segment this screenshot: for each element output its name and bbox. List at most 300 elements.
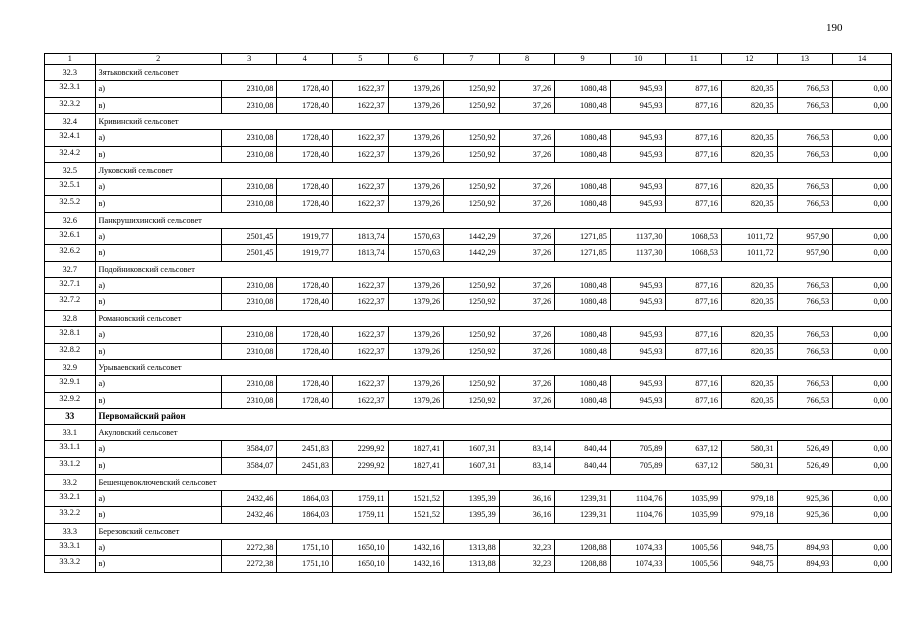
council-name: Березовский сельсовет [95, 523, 891, 539]
value-cell: 877,16 [666, 343, 722, 360]
row-code: 32.7.1 [45, 277, 96, 294]
value-cell: 1074,33 [610, 556, 666, 573]
district-name: Первомайский район [95, 409, 891, 425]
row-code: 33.2.2 [45, 507, 96, 524]
value-cell: 1919,77 [277, 245, 333, 262]
council-row [45, 261, 892, 277]
value-cell: 1379,26 [388, 343, 444, 360]
row-code: 33.1 [45, 425, 96, 441]
column-number: 14 [833, 54, 892, 65]
value-cell: 1313,88 [444, 556, 500, 573]
row-code: 32.6.1 [45, 228, 96, 245]
value-cell: 957,90 [777, 245, 833, 262]
row-label: а) [95, 490, 221, 507]
value-cell: 766,53 [777, 81, 833, 98]
value-cell: 820,35 [722, 81, 778, 98]
row-code: 33 [45, 409, 96, 425]
value-cell: 1379,26 [388, 179, 444, 196]
value-cell: 1239,31 [555, 507, 611, 524]
value-cell: 0,00 [833, 441, 892, 458]
value-cell: 1379,26 [388, 277, 444, 294]
value-cell: 1068,53 [666, 228, 722, 245]
value-cell: 1622,37 [333, 179, 389, 196]
value-cell: 2310,08 [221, 195, 277, 212]
table-row [45, 539, 892, 556]
table-row [45, 556, 892, 573]
column-number: 5 [333, 54, 389, 65]
value-cell: 840,44 [555, 457, 611, 474]
value-cell: 1080,48 [555, 179, 611, 196]
value-cell: 1827,41 [388, 441, 444, 458]
value-cell: 1759,11 [333, 490, 389, 507]
value-cell: 1728,40 [277, 376, 333, 393]
value-cell: 820,35 [722, 343, 778, 360]
row-label: в) [95, 97, 221, 114]
value-cell: 2501,45 [221, 228, 277, 245]
column-number: 4 [277, 54, 333, 65]
value-cell: 1759,11 [333, 507, 389, 524]
value-cell: 1728,40 [277, 97, 333, 114]
table-row [45, 490, 892, 507]
value-cell: 1751,10 [277, 556, 333, 573]
row-code: 32.6.2 [45, 245, 96, 262]
value-cell: 1271,85 [555, 228, 611, 245]
value-cell: 1068,53 [666, 245, 722, 262]
value-cell: 1239,31 [555, 490, 611, 507]
value-cell: 2299,92 [333, 441, 389, 458]
row-code: 32.5.2 [45, 195, 96, 212]
value-cell: 1250,92 [444, 97, 500, 114]
row-code: 32.9 [45, 360, 96, 376]
row-label: в) [95, 556, 221, 573]
value-cell: 1379,26 [388, 326, 444, 343]
value-cell: 820,35 [722, 326, 778, 343]
value-cell: 1395,39 [444, 490, 500, 507]
value-cell: 766,53 [777, 343, 833, 360]
column-number: 13 [777, 54, 833, 65]
value-cell: 1395,39 [444, 507, 500, 524]
value-cell: 766,53 [777, 146, 833, 163]
value-cell: 1035,99 [666, 507, 722, 524]
value-cell: 1622,37 [333, 294, 389, 311]
value-cell: 1208,88 [555, 556, 611, 573]
value-cell: 1728,40 [277, 326, 333, 343]
row-code: 33.3.2 [45, 556, 96, 573]
table-row [45, 376, 892, 393]
council-row [45, 474, 892, 490]
value-cell: 1208,88 [555, 539, 611, 556]
value-cell: 1919,77 [277, 228, 333, 245]
value-cell: 2310,08 [221, 130, 277, 147]
council-row [45, 360, 892, 376]
row-label: а) [95, 376, 221, 393]
table-row [45, 146, 892, 163]
value-cell: 945,93 [610, 195, 666, 212]
value-cell: 945,93 [610, 326, 666, 343]
value-cell: 1250,92 [444, 294, 500, 311]
value-cell: 945,93 [610, 392, 666, 409]
table-row [45, 195, 892, 212]
table-row [45, 245, 892, 262]
value-cell: 2432,46 [221, 507, 277, 524]
value-cell: 637,12 [666, 441, 722, 458]
value-cell: 894,93 [777, 539, 833, 556]
value-cell: 1080,48 [555, 392, 611, 409]
value-cell: 2272,38 [221, 556, 277, 573]
value-cell: 2310,08 [221, 277, 277, 294]
column-number: 7 [444, 54, 500, 65]
value-cell: 3584,07 [221, 457, 277, 474]
value-cell: 820,35 [722, 146, 778, 163]
row-code: 32.3.2 [45, 97, 96, 114]
value-cell: 2451,83 [277, 441, 333, 458]
table-row [45, 97, 892, 114]
value-cell: 37,26 [499, 130, 555, 147]
value-cell: 1521,52 [388, 490, 444, 507]
value-cell: 877,16 [666, 179, 722, 196]
value-cell: 2432,46 [221, 490, 277, 507]
value-cell: 2310,08 [221, 97, 277, 114]
value-cell: 1864,03 [277, 490, 333, 507]
value-cell: 948,75 [722, 539, 778, 556]
value-cell: 1011,72 [722, 245, 778, 262]
value-cell: 0,00 [833, 343, 892, 360]
value-cell: 1728,40 [277, 343, 333, 360]
tariff-table [44, 53, 892, 573]
value-cell: 0,00 [833, 539, 892, 556]
row-label: в) [95, 146, 221, 163]
value-cell: 32,23 [499, 539, 555, 556]
row-code: 32.4.2 [45, 146, 96, 163]
value-cell: 1379,26 [388, 97, 444, 114]
value-cell: 526,49 [777, 441, 833, 458]
value-cell: 1080,48 [555, 294, 611, 311]
value-cell: 32,23 [499, 556, 555, 573]
value-cell: 820,35 [722, 179, 778, 196]
value-cell: 1080,48 [555, 195, 611, 212]
value-cell: 945,93 [610, 294, 666, 311]
value-cell: 2310,08 [221, 326, 277, 343]
value-cell: 37,26 [499, 228, 555, 245]
value-cell: 0,00 [833, 179, 892, 196]
value-cell: 2310,08 [221, 376, 277, 393]
value-cell: 766,53 [777, 294, 833, 311]
value-cell: 766,53 [777, 130, 833, 147]
value-cell: 1250,92 [444, 326, 500, 343]
value-cell: 945,93 [610, 277, 666, 294]
value-cell: 945,93 [610, 376, 666, 393]
row-code: 32.3.1 [45, 81, 96, 98]
row-code: 32.4.1 [45, 130, 96, 147]
council-name: Урываевский сельсовет [95, 360, 891, 376]
table-row [45, 277, 892, 294]
value-cell: 820,35 [722, 195, 778, 212]
value-cell: 877,16 [666, 130, 722, 147]
table-row [45, 179, 892, 196]
value-cell: 0,00 [833, 228, 892, 245]
table-row [45, 81, 892, 98]
value-cell: 945,93 [610, 146, 666, 163]
row-code: 32.4 [45, 114, 96, 130]
value-cell: 1271,85 [555, 245, 611, 262]
value-cell: 1080,48 [555, 343, 611, 360]
value-cell: 766,53 [777, 376, 833, 393]
value-cell: 36,16 [499, 507, 555, 524]
value-cell: 945,93 [610, 97, 666, 114]
value-cell: 1728,40 [277, 81, 333, 98]
column-number: 1 [45, 54, 96, 65]
value-cell: 1035,99 [666, 490, 722, 507]
value-cell: 925,36 [777, 490, 833, 507]
table-row [45, 343, 892, 360]
value-cell: 877,16 [666, 392, 722, 409]
value-cell: 877,16 [666, 97, 722, 114]
value-cell: 1728,40 [277, 146, 333, 163]
row-label: в) [95, 294, 221, 311]
value-cell: 1250,92 [444, 81, 500, 98]
value-cell: 1250,92 [444, 130, 500, 147]
value-cell: 1650,10 [333, 556, 389, 573]
value-cell: 1104,76 [610, 490, 666, 507]
value-cell: 2310,08 [221, 81, 277, 98]
value-cell: 945,93 [610, 130, 666, 147]
value-cell: 1137,30 [610, 245, 666, 262]
value-cell: 1622,37 [333, 97, 389, 114]
council-row [45, 65, 892, 81]
column-number: 2 [95, 54, 221, 65]
column-number: 12 [722, 54, 778, 65]
row-label: в) [95, 507, 221, 524]
value-cell: 0,00 [833, 556, 892, 573]
council-row [45, 310, 892, 326]
value-cell: 0,00 [833, 146, 892, 163]
table-row [45, 130, 892, 147]
row-code: 32.8.2 [45, 343, 96, 360]
value-cell: 840,44 [555, 441, 611, 458]
value-cell: 0,00 [833, 376, 892, 393]
value-cell: 877,16 [666, 146, 722, 163]
value-cell: 1650,10 [333, 539, 389, 556]
page-number: 190 [826, 22, 843, 34]
value-cell: 1250,92 [444, 179, 500, 196]
value-cell: 2451,83 [277, 457, 333, 474]
column-number: 9 [555, 54, 611, 65]
value-cell: 766,53 [777, 195, 833, 212]
value-cell: 766,53 [777, 277, 833, 294]
value-cell: 1622,37 [333, 130, 389, 147]
value-cell: 1250,92 [444, 392, 500, 409]
value-cell: 2310,08 [221, 343, 277, 360]
value-cell: 1864,03 [277, 507, 333, 524]
value-cell: 0,00 [833, 195, 892, 212]
council-name: Романовский сельсовет [95, 310, 891, 326]
value-cell: 925,36 [777, 507, 833, 524]
value-cell: 0,00 [833, 130, 892, 147]
column-number: 6 [388, 54, 444, 65]
value-cell: 2501,45 [221, 245, 277, 262]
value-cell: 1728,40 [277, 294, 333, 311]
value-cell: 1622,37 [333, 376, 389, 393]
value-cell: 526,49 [777, 457, 833, 474]
value-cell: 36,16 [499, 490, 555, 507]
value-cell: 37,26 [499, 195, 555, 212]
column-number: 11 [666, 54, 722, 65]
council-name: Панкрушихинский сельсовет [95, 212, 891, 228]
row-label: в) [95, 245, 221, 262]
value-cell: 1005,56 [666, 556, 722, 573]
value-cell: 1011,72 [722, 228, 778, 245]
column-number: 8 [499, 54, 555, 65]
value-cell: 820,35 [722, 277, 778, 294]
value-cell: 1607,31 [444, 441, 500, 458]
value-cell: 766,53 [777, 326, 833, 343]
council-name: Зятьковский сельсовет [95, 65, 891, 81]
row-label: а) [95, 81, 221, 98]
value-cell: 1313,88 [444, 539, 500, 556]
value-cell: 1250,92 [444, 277, 500, 294]
council-row [45, 425, 892, 441]
value-cell: 766,53 [777, 97, 833, 114]
value-cell: 1074,33 [610, 539, 666, 556]
value-cell: 945,93 [610, 343, 666, 360]
row-code: 33.2.1 [45, 490, 96, 507]
table-row [45, 441, 892, 458]
row-code: 33.3.1 [45, 539, 96, 556]
district-row [45, 409, 892, 425]
value-cell: 83,14 [499, 457, 555, 474]
row-label: а) [95, 326, 221, 343]
value-cell: 1250,92 [444, 343, 500, 360]
table-row [45, 457, 892, 474]
value-cell: 945,93 [610, 81, 666, 98]
value-cell: 705,89 [610, 457, 666, 474]
value-cell: 1379,26 [388, 81, 444, 98]
value-cell: 1751,10 [277, 539, 333, 556]
value-cell: 1442,29 [444, 245, 500, 262]
value-cell: 1622,37 [333, 343, 389, 360]
value-cell: 2310,08 [221, 179, 277, 196]
value-cell: 1005,56 [666, 539, 722, 556]
value-cell: 0,00 [833, 245, 892, 262]
value-cell: 1570,63 [388, 245, 444, 262]
council-name: Луковский сельсовет [95, 163, 891, 179]
value-cell: 580,31 [722, 457, 778, 474]
value-cell: 1379,26 [388, 146, 444, 163]
value-cell: 37,26 [499, 179, 555, 196]
row-code: 32.3 [45, 65, 96, 81]
row-label: а) [95, 228, 221, 245]
table-row [45, 294, 892, 311]
value-cell: 37,26 [499, 392, 555, 409]
value-cell: 979,18 [722, 490, 778, 507]
value-cell: 0,00 [833, 507, 892, 524]
value-cell: 37,26 [499, 245, 555, 262]
row-label: а) [95, 441, 221, 458]
value-cell: 637,12 [666, 457, 722, 474]
row-code: 32.8 [45, 310, 96, 326]
value-cell: 37,26 [499, 376, 555, 393]
value-cell: 820,35 [722, 392, 778, 409]
value-cell: 877,16 [666, 195, 722, 212]
value-cell: 2272,38 [221, 539, 277, 556]
value-cell: 877,16 [666, 376, 722, 393]
row-code: 32.9.1 [45, 376, 96, 393]
row-code: 33.2 [45, 474, 96, 490]
row-label: а) [95, 539, 221, 556]
row-code: 33.1.1 [45, 441, 96, 458]
value-cell: 3584,07 [221, 441, 277, 458]
column-number-row [45, 54, 892, 65]
value-cell: 1521,52 [388, 507, 444, 524]
value-cell: 945,93 [610, 179, 666, 196]
council-name: Подойниковский сельсовет [95, 261, 891, 277]
value-cell: 948,75 [722, 556, 778, 573]
value-cell: 820,35 [722, 294, 778, 311]
column-number: 10 [610, 54, 666, 65]
council-name: Бешенцевоключевский сельсовет [95, 474, 891, 490]
row-code: 32.8.1 [45, 326, 96, 343]
row-code: 33.3 [45, 523, 96, 539]
value-cell: 1728,40 [277, 392, 333, 409]
row-label: а) [95, 277, 221, 294]
value-cell: 1250,92 [444, 146, 500, 163]
value-cell: 877,16 [666, 326, 722, 343]
value-cell: 37,26 [499, 277, 555, 294]
value-cell: 37,26 [499, 146, 555, 163]
value-cell: 1080,48 [555, 146, 611, 163]
table-row [45, 507, 892, 524]
row-label: а) [95, 130, 221, 147]
council-row [45, 212, 892, 228]
value-cell: 1379,26 [388, 130, 444, 147]
council-name: Акуловский сельсовет [95, 425, 891, 441]
value-cell: 1622,37 [333, 277, 389, 294]
value-cell: 1080,48 [555, 326, 611, 343]
value-cell: 820,35 [722, 97, 778, 114]
table-row [45, 228, 892, 245]
row-label: в) [95, 343, 221, 360]
value-cell: 877,16 [666, 81, 722, 98]
value-cell: 1728,40 [277, 130, 333, 147]
value-cell: 766,53 [777, 392, 833, 409]
value-cell: 894,93 [777, 556, 833, 573]
value-cell: 37,26 [499, 81, 555, 98]
table-row [45, 392, 892, 409]
value-cell: 2310,08 [221, 146, 277, 163]
value-cell: 1728,40 [277, 277, 333, 294]
value-cell: 0,00 [833, 490, 892, 507]
council-row [45, 114, 892, 130]
value-cell: 1570,63 [388, 228, 444, 245]
value-cell: 1379,26 [388, 195, 444, 212]
value-cell: 1379,26 [388, 376, 444, 393]
value-cell: 1622,37 [333, 392, 389, 409]
value-cell: 1080,48 [555, 376, 611, 393]
value-cell: 0,00 [833, 392, 892, 409]
value-cell: 766,53 [777, 179, 833, 196]
value-cell: 580,31 [722, 441, 778, 458]
row-code: 32.6 [45, 212, 96, 228]
value-cell: 1813,74 [333, 228, 389, 245]
council-row [45, 163, 892, 179]
row-label: в) [95, 392, 221, 409]
value-cell: 1813,74 [333, 245, 389, 262]
value-cell: 979,18 [722, 507, 778, 524]
value-cell: 37,26 [499, 343, 555, 360]
value-cell: 957,90 [777, 228, 833, 245]
row-label: в) [95, 195, 221, 212]
value-cell: 0,00 [833, 81, 892, 98]
